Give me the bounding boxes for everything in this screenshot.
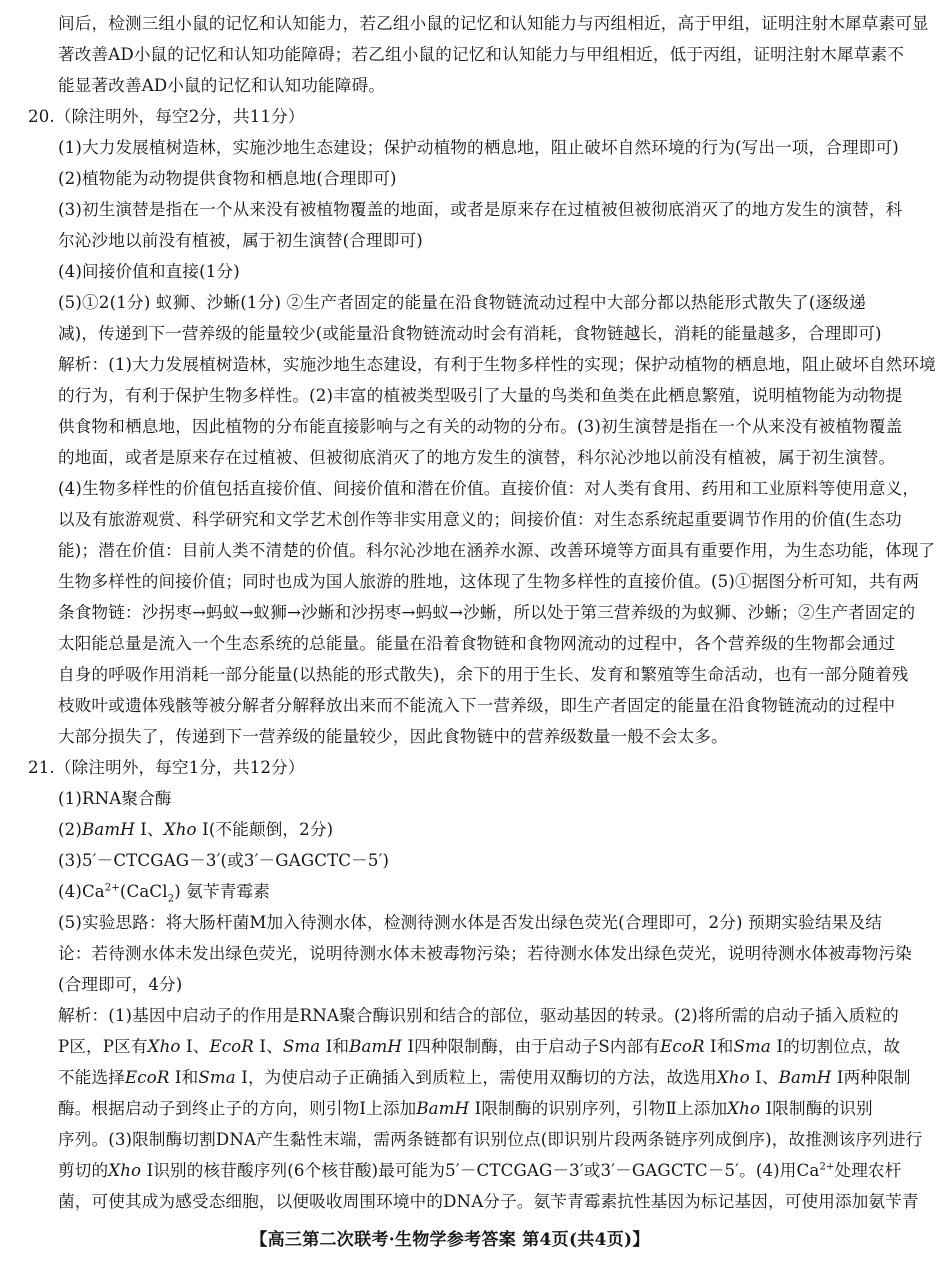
q20-explanation-line: 能)；潜在价值：目前人类不清楚的价值。科尔沁沙地在涵养水源、改善环境等方面具有重要作用，为生态功能，体现了 <box>58 541 936 560</box>
q20-answer-3-line-1: (3)初生演替是指在一个从来没有被植物覆盖的地面，或者是原来存在过植被但被彻底消灭了的地方发生的演替，科 <box>58 200 903 219</box>
q20-explanation-line: 的地面，或者是原来存在过植被、但被彻底消灭了的地方发生的演替，科尔沁沙地以前没有植被，属于初生演替。 <box>58 448 896 467</box>
q20-explanation-line: 大部分损失了，传递到下一营养级的能量较少，因此食物链中的营养级数量一般不会太多。 <box>58 727 728 746</box>
q20-explanation-line: 枝败叶或遗体残骸等被分解者分解释放出来而不能流入下一营养级，即生产者固定的能量在沿食物链流动的过程中 <box>58 696 896 715</box>
q21-answer-4: $(4)Ca^{2+}(CaCl_2)$ 氨苄青霉素 <box>58 882 271 905</box>
q21-header: 21.（除注明外，每空1分，共12分） <box>28 758 305 777</box>
q21-explanation-line: 序列。(3)限制酶切割DNA产生黏性末端，需两条链都有识别位点(即识别片段两条链序列成倒序)，故推测该序列进行 <box>58 1130 923 1149</box>
q20-explanation-line: 自身的呼吸作用消耗一部分能量(以热能的形式散失)，余下的用于生长、发育和繁殖等生命活动，也有一部分随着残 <box>58 665 909 684</box>
q20-header: 20.（除注明外，每空2分，共11分） <box>28 107 305 126</box>
q20-answer-3-line-2: 尔沁沙地以前没有植被，属于初生演替(合理即可) <box>58 231 423 250</box>
q20-answer-4: (4)间接价值和直接(1分) <box>58 262 240 281</box>
q20-explanation-line: 解析：(1)大力发展植树造林，实施沙地生态建设，有利于生物多样性的实现；保护动植物的栖息地，阻止破坏自然环境 <box>58 355 936 374</box>
q21-explanation-line: P区，P区有Xho Ⅰ、EcoR Ⅰ、Sma Ⅰ和BamH Ⅰ四种限制酶，由于启动子S内部有EcoR Ⅰ和Sma Ⅰ的切割位点，故 <box>58 1037 901 1056</box>
q20-answer-2: (2)植物能为动物提供食物和栖息地(合理即可) <box>58 169 397 188</box>
q20-explanation-line: (4)生物多样性的价值包括直接价值、间接价值和潜在价值。直接价值：对人类有食用、药用和工业原料等使用意义， <box>58 479 920 498</box>
q21-answer-5-line-2: 论：若待测水体未发出绿色荧光，说明待测水体未被毒物污染；若待测水体发出绿色荧光，说明待测水体被毒物污染 <box>58 944 912 963</box>
q20-answer-5-line-2: 减)，传递到下一营养级的能量较少(或能量沿食物链流动时会有消耗，食物链越长，消耗的能量越多，合理即可) <box>58 324 882 343</box>
intro-line-2: 著改善AD小鼠的记忆和认知功能障碍；若乙组小鼠的记忆和认知能力与甲组相近，低于丙组，证明注射木犀草素不 <box>58 45 905 64</box>
q20-explanation-line: 的行为，有利于保护生物多样性。(2)丰富的植被类型吸引了大量的鸟类和鱼类在此栖息繁殖，说明植物能为动物提 <box>58 386 903 405</box>
q21-explanation-line: 不能选择EcoR Ⅰ和Sma Ⅰ，为使启动子正确插入到质粒上，需使用双酶切的方法，故选用Xho Ⅰ、BamH Ⅰ两种限制 <box>58 1068 911 1087</box>
q20-answer-1: (1)大力发展植树造林，实施沙地生态建设；保护动植物的栖息地，阻止破坏自然环境的行为(写出一项，合理即可) <box>58 138 899 157</box>
intro-line-3: 能显著改善AD小鼠的记忆和认知功能障碍。 <box>58 76 385 95</box>
page-footer: 【高三第二次联考·生物学参考答案 第4页(共4页)】 <box>250 1230 650 1250</box>
q20-explanation-line: 条食物链：沙拐枣→蚂蚁→蚁狮→沙蜥和沙拐枣→蚂蚁→沙蜥，所以处于第三营养级的为蚁狮、沙蜥；②生产者固定的 <box>58 603 916 622</box>
q21-explanation-line: 解析：(1)基因中启动子的作用是RNA聚合酶识别和结合的部位，驱动基因的转录。(2)将所需的启动子插入质粒的 <box>58 1006 899 1025</box>
q21-answer-2: (2)BamH Ⅰ、Xho Ⅰ(不能颠倒，2分) <box>58 820 334 839</box>
q20-explanation-line: 以及有旅游观赏、科学研究和文学艺术创作等非实用意义的；间接价值：对生态系统起重要调节作用的价值(生态功 <box>58 510 902 529</box>
q20-explanation-line: 太阳能总量是流入一个生态系统的总能量。能量在沿着食物链和食物网流动的过程中，各个营养级的生物都会通过 <box>58 634 896 653</box>
q21-answer-3: (3)5′－CTCGAG－3′(或3′－GAGCTC－5′) <box>58 851 390 870</box>
q21-answer-5-line-1: (5)实验思路：将大肠杆菌M加入待测水体，检测待测水体是否发出绿色荧光(合理即可，2分) 预期实验结果及结 <box>58 913 882 932</box>
q21-answer-1: (1)RNA聚合酶 <box>58 789 172 808</box>
intro-line-1: 间后，检测三组小鼠的记忆和认知能力，若乙组小鼠的记忆和认知能力与丙组相近，高于甲组，证明注射木犀草素可显 <box>58 14 929 33</box>
q21-explanation-line: 酶。根据启动子到终止子的方向，则引物Ⅰ上添加BamH Ⅰ限制酶的识别序列，引物Ⅱ上添加Xho Ⅰ限制酶的识别 <box>58 1099 873 1118</box>
q21-explanation-line: 菌，可使其成为感受态细胞，以便吸收周围环境中的DNA分子。氨苄青霉素抗性基因为标记基因，可使用添加氨苄青 <box>58 1192 919 1211</box>
q21-explanation-line: 剪切的Xho Ⅰ识别的核苷酸序列(6个核苷酸)最可能为5′－CTCGAG－3′或3′－GAGCTC－5′。(4)用$Ca^{2+}$处理农杆 <box>58 1161 902 1180</box>
q20-answer-5-line-1: (5)①2(1分) 蚁狮、沙蜥(1分) ②生产者固定的能量在沿食物链流动过程中大部分都以热能形式散失了(逐级递 <box>58 293 866 312</box>
q21-answer-5-line-3: (合理即可，4分) <box>58 975 183 994</box>
q20-explanation-line: 生物多样性的间接价值；同时也成为国人旅游的胜地，这体现了生物多样性的直接价值。(5)①据图分析可知，共有两 <box>58 572 920 591</box>
q20-explanation-line: 供食物和栖息地，因此植物的分布能直接影响与之有关的动物的分布。(3)初生演替是指在一个从来没有被植物覆盖 <box>58 417 903 436</box>
